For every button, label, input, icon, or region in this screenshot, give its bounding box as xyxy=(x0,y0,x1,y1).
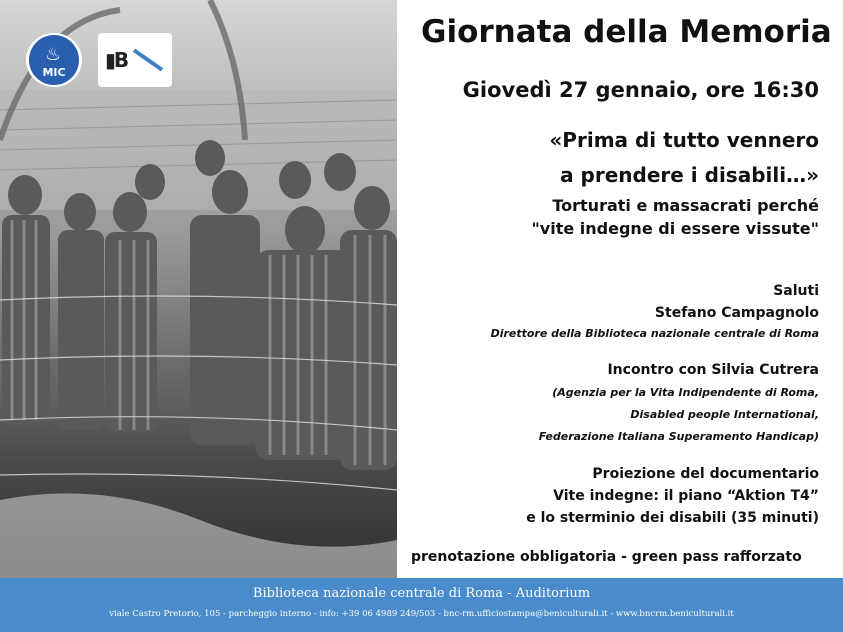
saluti-role: Direttore della Biblioteca nazionale centrale di Roma xyxy=(490,327,819,340)
bnc-logo xyxy=(98,33,172,87)
incontro-line-3: Federazione Italiana Superamento Handicap) xyxy=(538,430,819,443)
incontro-heading: Incontro con Silvia Cutrera xyxy=(607,362,819,378)
quote-line-2: a prendere i disabili…» xyxy=(560,163,819,187)
footer-venue: Biblioteca nazionale centrale di Roma - Auditorium xyxy=(252,586,591,601)
quote-line-1: «Prima di tutto vennero xyxy=(549,128,819,152)
footer-bar xyxy=(0,578,843,632)
historical-photo xyxy=(0,0,397,578)
photo-illustration xyxy=(0,0,397,578)
event-info-panel xyxy=(397,0,843,578)
page-title: Giornata della Memoria xyxy=(421,14,832,50)
prenotazione-note: prenotazione obbligatoria - green pass rafforzato xyxy=(411,549,802,565)
footer-contacts: viale Castro Pretorio, 105 - parcheggio interno - info: +39 06 4989 249/503 - bnc-rm.ufficiostampa@beniculturali.it - www.bncrm.beniculturali.it xyxy=(109,609,734,619)
mic-logo xyxy=(26,33,82,87)
incontro-line-1: (Agenzia per la Vita Indipendente di Roma, xyxy=(552,386,819,399)
proiezione-line-3: e lo sterminio dei disabili (35 minuti) xyxy=(526,510,819,526)
proiezione-heading: Proiezione del documentario xyxy=(592,466,819,482)
proiezione-line-2: Vite indegne: il piano “Aktion T4” xyxy=(553,488,819,504)
incontro-line-2: Disabled people International, xyxy=(630,408,819,421)
saluti-name: Stefano Campagnolo xyxy=(654,305,819,321)
subtitle-line-2: "vite indegne di essere vissute" xyxy=(531,219,819,238)
subtitle-line-1: Torturati e massacrati perché xyxy=(552,196,819,215)
event-date: Giovedì 27 gennaio, ore 16:30 xyxy=(462,78,819,102)
bnc-logo-mark-icon: ▮B xyxy=(104,48,128,72)
bnc-logo-pen-icon xyxy=(133,49,163,72)
mic-logo-symbol-icon: ♨ xyxy=(45,44,62,65)
mic-logo-text: MIC xyxy=(42,66,66,79)
saluti-heading: Saluti xyxy=(773,283,819,299)
mic-logo-disc xyxy=(29,35,79,85)
